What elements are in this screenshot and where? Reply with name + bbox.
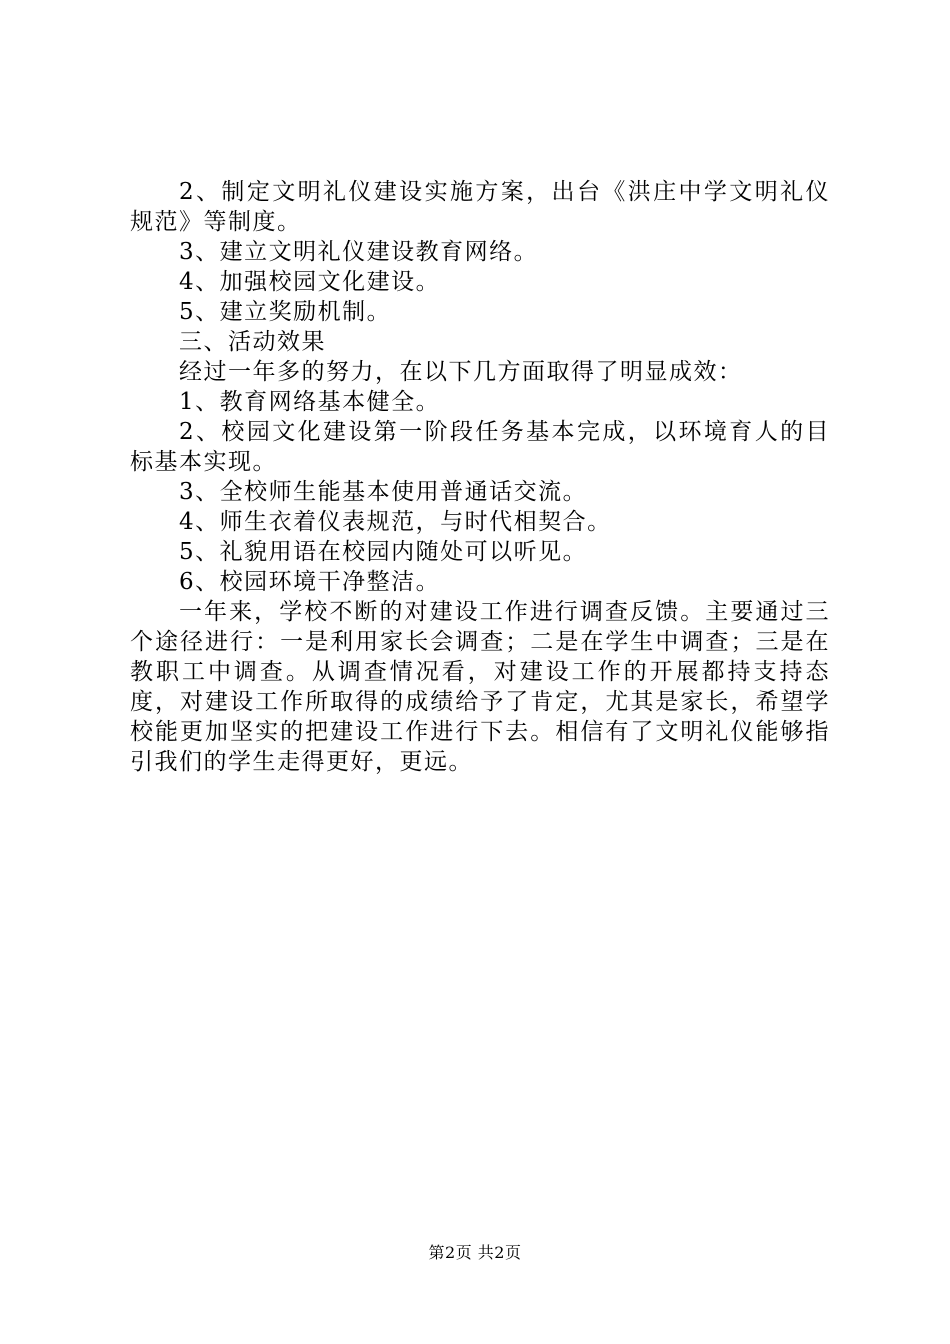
- paragraph-4: 5、建立奖励机制。: [179, 299, 392, 325]
- paragraph-2: 3、建立文明礼仪建设教育网络。: [179, 239, 539, 265]
- paragraph-6: 经过一年多的努力，在以下几方面取得了明显成效：: [179, 359, 743, 385]
- paragraph-13: 一年来，学校不断的对建设工作进行调查反馈。主要通过三个途径进行：一是利用家长会调查；二是在学生中调查；三是在教职工中调查。从调查情况看，对建设工作的开展都持支持态度，对建设工作所取得的成绩给予了肯定，尤其是家长，希望学校能更加坚实的把建设工作进行下去。相信有了文明礼仪能够指引我们的学生走得更好，更远。: [130, 599, 830, 775]
- paragraph-1: 2、制定文明礼仪建设实施方案，出台《洪庄中学文明礼仪规范》等制度。: [130, 179, 830, 235]
- paragraph-7: 1、教育网络基本健全。: [179, 389, 441, 415]
- paragraph-12: 6、校园环境干净整洁。: [179, 569, 441, 595]
- paragraph-8: 2、校园文化建设第一阶段任务基本完成，以环境育人的目标基本实现。: [130, 419, 830, 475]
- paragraph-10: 4、师生衣着仪表规范，与时代相契合。: [179, 509, 612, 535]
- paragraph-9: 3、全校师生能基本使用普通话交流。: [179, 479, 588, 505]
- paragraph-11: 5、礼貌用语在校园内随处可以听见。: [179, 539, 588, 565]
- paragraph-3: 4、加强校园文化建设。: [179, 269, 441, 295]
- section-heading: 三、活动效果: [179, 329, 326, 355]
- document-body: [130, 177, 830, 777]
- page-footer: 第2页 共2页: [428, 1243, 522, 1262]
